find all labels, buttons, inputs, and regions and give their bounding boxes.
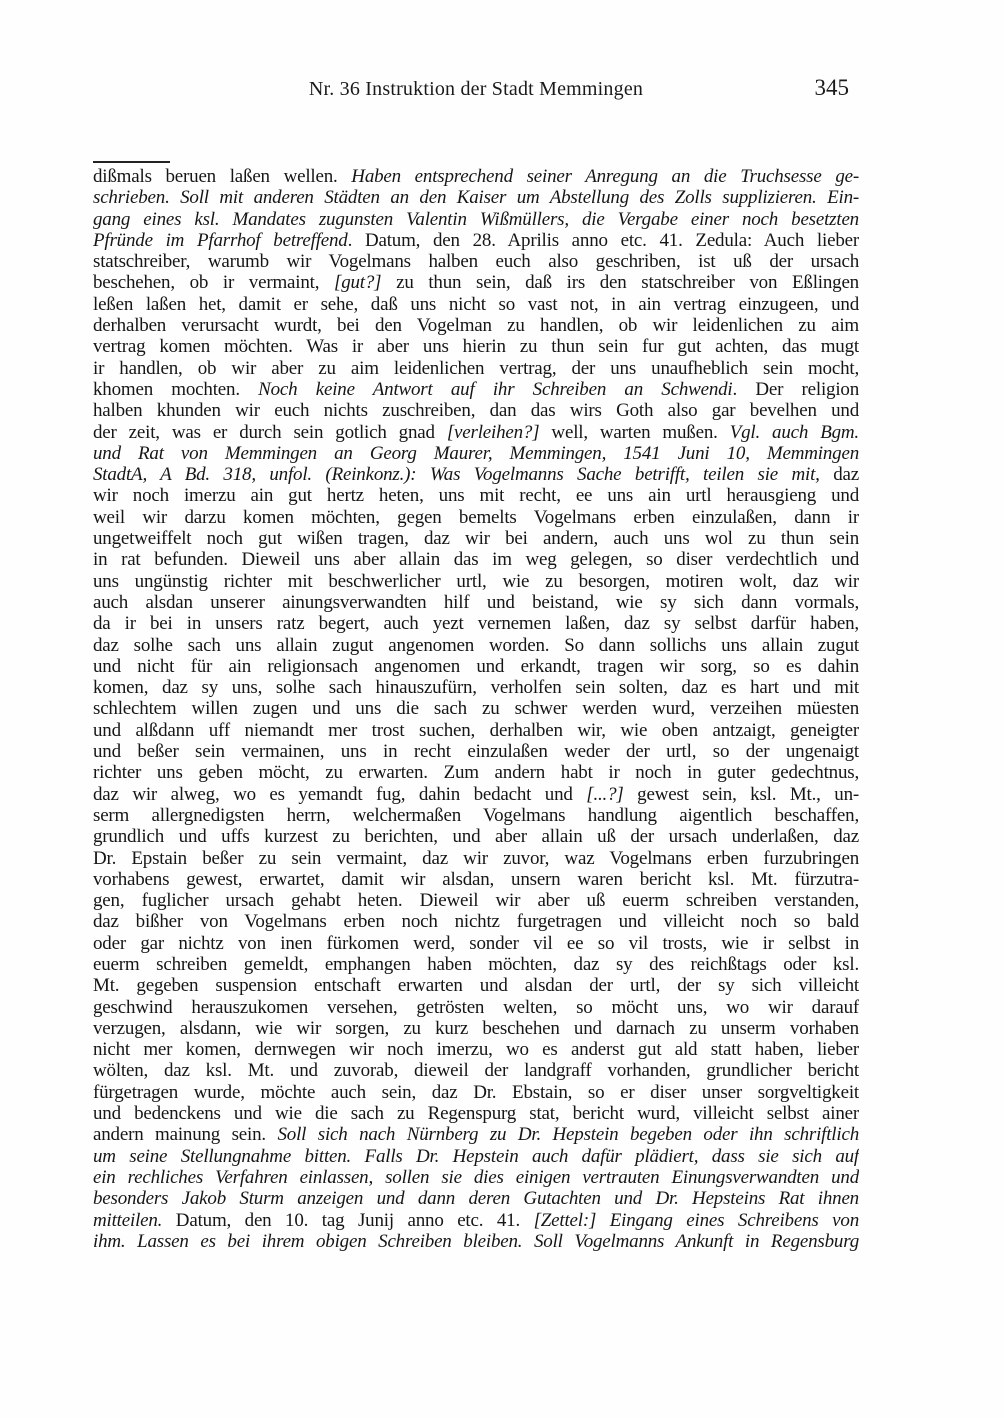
text-line <box>93 209 859 230</box>
source-text-segment: geschwind herauszukomen versehen, getrösten welten, so möcht uns, wo wir darauf <box>93 996 859 1018</box>
text-line <box>93 1167 859 1188</box>
text-line <box>93 528 859 549</box>
text-line <box>93 677 859 698</box>
text-line <box>93 571 859 592</box>
source-text-segment: auch alsdan unserer ainungsverwandten hilf und beistand, wie sy sich dann vormals, <box>93 591 859 613</box>
editorial-italic-segment: gang eines ksl. Mandates zugunsten Valentin Wißmüllers, die Vergabe einer noch besetzten <box>93 208 859 230</box>
text-line <box>93 485 859 506</box>
text-line <box>93 1188 859 1209</box>
editorial-italic-segment: Haben entsprechend seiner Anregung an die Truchsesse ge- <box>351 166 859 187</box>
text-line <box>93 422 859 443</box>
editorial-italic-segment: und Rat von Memmingen an Georg Maurer, Memmingen, 1541 Juni 10, Memmingen <box>93 442 859 464</box>
source-text-segment: wölten, daz ksl. Mt. und zuvorab, dieweil der landgraff vorhanden, grundlicher bericht <box>93 1060 859 1082</box>
footnote-continuation-rule <box>93 161 170 163</box>
text-line <box>93 933 859 954</box>
source-text-segment: und nicht für ain religionsach angenomen und erkandt, tragen wir sorg, so es dahin <box>93 655 859 677</box>
text-line <box>93 464 859 485</box>
page-number: 345 <box>814 75 849 100</box>
text-line <box>93 379 859 400</box>
source-text-segment: da ir bei in unsers ratz begert, auch yezt vernemen laßen, daz sy selbst darfür haben, <box>93 613 859 635</box>
text-line <box>93 656 859 677</box>
source-text-segment: leßen laßen het, damit er sehe, daß uns nicht so vast not, in ain vertrag einzugeen, und <box>93 293 859 315</box>
source-text-segment: euerm schreiben gemeldt, emphangen haben möchten, daz sy des reichßtags oder ksl. <box>93 953 859 975</box>
text-line <box>93 784 859 805</box>
text-line <box>93 592 859 613</box>
text-line <box>93 1231 859 1252</box>
source-text-segment: ir handlen, ob wir aber zu aim leidenlichen vertrag, der uns unaufheblich sein mocht, <box>93 357 859 379</box>
text-line <box>93 230 859 251</box>
editorial-italic-segment: [verleihen?] <box>446 421 540 443</box>
text-line <box>93 549 859 570</box>
running-header <box>93 75 859 106</box>
text-line <box>93 1146 859 1167</box>
text-line <box>93 166 859 187</box>
body-text <box>93 166 859 1252</box>
source-text-segment: andern mainung sein. <box>93 1124 278 1146</box>
source-text-segment: gewest sein, ksl. Mt., un- <box>623 783 859 805</box>
editorial-italic-segment: StadtA, A Bd. 318, unfol. (Reinkonz.): Was Vogelmanns Sache betrifft, teilen sie mit, <box>93 464 820 486</box>
source-text-segment: schlechtem willen zugen und uns die sach zu schwer werden wurd, verzeihen müesten <box>93 698 859 720</box>
source-text-segment: wir noch imerzu ain gut hertz heten, uns mit recht, ee uns ain urtl herausgieng und <box>93 485 859 507</box>
text-line <box>93 272 859 293</box>
editorial-italic-segment: Pfründe im Pfarrhof betreffend <box>93 229 348 251</box>
text-line <box>93 358 859 379</box>
source-text-segment: und alßdann uff niemandt mer trost suchen, derhalben wir, wie oben antzaigt, geneigter <box>93 719 859 741</box>
text-line <box>93 507 859 528</box>
source-text-segment: vertrag komen möchten. Was ir aber uns hierin zu thun sein fur gut achten, das mugt <box>93 336 859 358</box>
source-text-segment: komen, daz sy uns, solhe sach hinauszufürn, verholfen sein solten, daz es hart und mit <box>93 677 859 699</box>
source-text-segment: und beßer sein vermainen, uns in recht einzulaßen weder der urtl, so der ungenaigt <box>93 741 859 763</box>
text-line <box>93 1124 859 1145</box>
source-text-segment: verzugen, alsdann, wie wir sorgen, zu kurz beschehen und darnach zu unserm vorhaben <box>93 1017 859 1039</box>
source-text-segment: Mt. gegeben suspension entschaft erwarten und alsdan der urtl, der sy sich villeicht <box>93 975 859 997</box>
text-line <box>93 336 859 357</box>
text-line <box>93 400 859 421</box>
source-text-segment: daz <box>819 464 859 486</box>
source-text-segment: statschreiber, warumb wir Vogelmans halben euch also geschriben, ist uß der ursach <box>93 251 859 273</box>
text-line <box>93 826 859 847</box>
text-line <box>93 848 859 869</box>
source-text-segment: gen, fuglicher ursach gehabt heten. Dieweil wir aber uß euerm schreiben verstanden, <box>93 890 859 912</box>
text-line <box>93 315 859 336</box>
source-text-segment: . Der religion <box>732 378 859 400</box>
editorial-italic-segment: mitteilen. <box>93 1209 163 1231</box>
text-line <box>93 294 859 315</box>
source-text-segment: Dr. Epstain beßer zu sein vermaint, daz wir zuvor, waz Vogelmans erben furzubringen <box>93 847 859 869</box>
source-text-segment: richter uns geben möcht, zu erwarten. Zum andern habt ir noch in guter gedechtnus, <box>93 762 859 784</box>
text-line <box>93 613 859 634</box>
text-line <box>93 1103 859 1124</box>
editorial-italic-segment: Noch keine Antwort auf ihr Schreiben an Schwendi <box>258 378 733 400</box>
source-text-segment: ungetweiffelt noch gut wißen tragen, daz wir bei andern, auch uns wol zu thun sein <box>93 528 859 550</box>
editorial-italic-segment: [...?] <box>586 783 624 805</box>
editorial-italic-segment: um seine Stellungnahme bitten. Falls Dr. Hepstein auch dafür plädiert, dass sie sich auf <box>93 1145 859 1167</box>
editorial-italic-segment: Soll sich nach Nürnberg zu Dr. Hepstein begeben oder ihn schriftlich <box>277 1124 859 1146</box>
text-line <box>93 890 859 911</box>
source-text-segment: zu thun sein, daß irs den statschreiber von Eßlingen <box>381 272 859 294</box>
source-text-segment: und bedenckens und wie die sach zu Regenspurg stat, bericht wurd, villeicht selbst ainer <box>93 1103 859 1125</box>
source-text-segment: weil wir darzu komen möchten, gegen bemelts Vogelmans erben einzulaßen, dann ir <box>93 506 859 528</box>
editorial-italic-segment: Vgl. auch Bgm. <box>729 421 859 443</box>
source-text-segment: in rat befunden. Dieweil uns aber allain das im weg gelegen, so diser verdechtlich und <box>93 549 859 571</box>
text-line <box>93 975 859 996</box>
source-text-segment: oder gar nichtz von inen fürkomen werd, sonder vil ee so vil trosts, wie ir selbst in <box>93 932 859 954</box>
text-line <box>93 698 859 719</box>
text-line <box>93 911 859 932</box>
editorial-italic-segment: besonders Jakob Sturm anzeigen und dann deren Gutachten und Dr. Hepsteins Rat ihnen <box>93 1188 859 1210</box>
running-header-title: Nr. 36 Instruktion der Stadt Memmingen <box>308 78 644 100</box>
text-line <box>93 443 859 464</box>
text-line <box>93 1082 859 1103</box>
source-text-segment: beschehen, ob ir vermaint, <box>93 272 334 294</box>
source-text-segment: well, warten mußen. <box>539 421 730 443</box>
source-text-segment: serm allergnedigsten herrn, welchermaßen Vogelmans handlung aigentlich beschaffen, <box>93 804 859 826</box>
text-line <box>93 635 859 656</box>
source-text-segment: derhalben verursacht wurdt, bei den Vogelman zu handlen, ob wir leidenlichen zu aim <box>93 315 859 337</box>
source-text-segment: daz bißher von Vogelmans erben noch nichtz furgetragen und villeicht noch so bald <box>93 911 859 933</box>
source-text-segment: daz solhe sach uns allain zugut angenomen worden. So dann sollichs uns allain zugut <box>93 634 859 656</box>
text-line <box>93 954 859 975</box>
editorial-italic-segment: [Zettel:] Eingang eines Schreibens von <box>533 1209 859 1231</box>
source-text-segment: . Datum, den 28. Aprilis anno etc. 41. Zedula: Auch lieber <box>347 229 859 251</box>
text-line <box>93 1210 859 1231</box>
text-line <box>93 741 859 762</box>
source-text-segment: der zeit, was er durch sein gotlich gnad <box>93 421 447 443</box>
source-text-segment: nicht mer komen, dernwegen wir noch imerzu, wo es anderst gut ald statt haben, lieber <box>93 1039 859 1061</box>
source-text-segment: daz wir alweg, wo es yemandt fug, dahin bedacht und <box>93 783 587 805</box>
source-text-segment: Datum, den 10. tag Junij anno etc. 41. <box>162 1209 534 1231</box>
text-line <box>93 720 859 741</box>
source-text-segment: dißmals beruen laßen wellen. <box>93 166 352 187</box>
source-text-segment: grundlich und uffs kurzest zu berichten, und aber allain uß der ursach underlaßen, daz <box>93 826 859 848</box>
text-line <box>93 762 859 783</box>
text-line <box>93 1018 859 1039</box>
text-line <box>93 869 859 890</box>
editorial-italic-segment: [gut?] <box>334 272 382 294</box>
text-line <box>93 187 859 208</box>
editorial-italic-segment: schrieben. Soll mit anderen Städten an den Kaiser um Abstellung des Zolls supplizieren. Ein- <box>93 187 859 209</box>
text-line <box>93 1039 859 1060</box>
text-line <box>93 1060 859 1081</box>
editorial-italic-segment: ihm. Lassen es bei ihrem obigen Schreiben bleiben. Soll Vogelmanns Ankunft in Regensburg <box>93 1230 859 1252</box>
source-text-segment: vorhabens gewest, erwartet, damit wir alsdan, unsern waren bericht ksl. Mt. fürzutra- <box>93 868 859 890</box>
source-text-segment: khomen mochten. <box>93 378 259 400</box>
source-text-segment: halben khunden wir euch nichts zuschreiben, dan das wirs Goth also gar bevelhen und <box>93 400 859 422</box>
source-text-segment: uns ungünstig richter mit beschwerlicher urtl, wie zu besorgen, motiren wolt, daz wir <box>93 570 859 592</box>
editorial-italic-segment: ein rechliches Verfahren einlassen, sollen sie dies einigen vertrauten Einungsverwandten und <box>93 1166 859 1188</box>
text-line <box>93 251 859 272</box>
source-text-segment: fürgetragen wurde, möchte auch sein, daz Dr. Ebstain, so er diser unser sorgveltigkeit <box>93 1081 859 1103</box>
text-line <box>93 997 859 1018</box>
text-line <box>93 805 859 826</box>
